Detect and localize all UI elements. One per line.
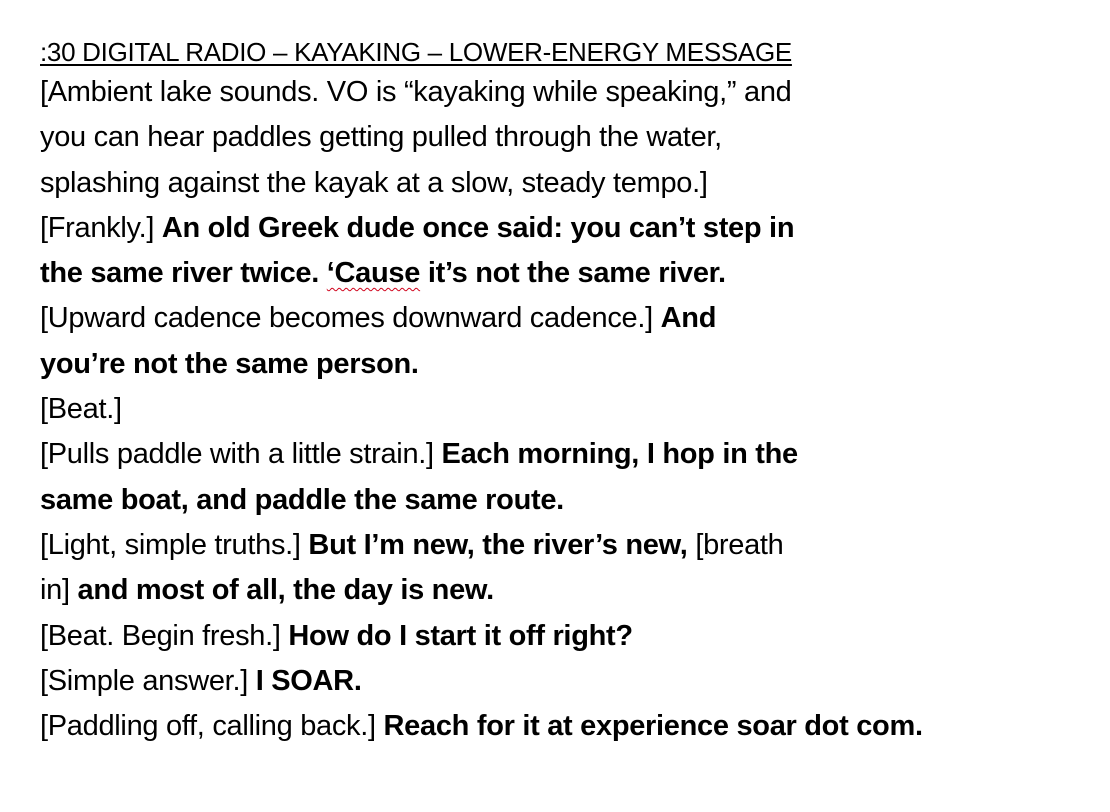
script-line — [40, 478, 1100, 523]
script-line — [40, 342, 1100, 387]
spoken-text: How do I start it off right? — [288, 619, 633, 652]
script-document — [40, 34, 1100, 749]
script-line — [40, 568, 1100, 613]
direction-text: in] — [40, 574, 78, 607]
direction-text: [Paddling off, calling back.] — [40, 710, 384, 743]
script-line — [40, 206, 1100, 251]
spoken-text: An old Greek dude once said: you can’t step in — [161, 211, 795, 244]
script-line — [40, 161, 1100, 206]
script-body — [40, 70, 1100, 749]
direction-text: [Light, simple truths.] — [40, 528, 309, 561]
direction-text: [Frankly.] — [40, 211, 162, 244]
spoken-text: the same river twice. — [40, 257, 327, 290]
direction-text: you can hear paddles getting pulled through the water, — [40, 121, 722, 154]
spoken-text: Reach for it at experience soar dot com. — [383, 710, 923, 743]
spoken-text: same boat, and paddle the same route. — [40, 483, 564, 516]
direction-text: [Pulls paddle with a little strain.] — [40, 438, 442, 471]
direction-text: splashing against the kayak at a slow, steady tempo.] — [40, 166, 708, 199]
direction-text: [breath — [695, 528, 784, 561]
direction-text: [Beat. Begin fresh.] — [40, 619, 289, 652]
script-line — [40, 614, 1100, 659]
script-line — [40, 523, 1100, 568]
script-line — [40, 432, 1100, 477]
spoken-text: it’s not the same river. — [420, 257, 726, 290]
script-line — [40, 70, 1100, 115]
direction-text: [Simple answer.] — [40, 664, 256, 697]
direction-text: [Upward cadence becomes downward cadence.] — [40, 302, 661, 335]
script-line — [40, 296, 1100, 341]
script-line — [40, 387, 1100, 432]
spoken-text: and most of all, the day is new. — [77, 574, 494, 607]
document-title: :30 DIGITAL RADIO – KAYAKING – LOWER-ENERGY MESSAGE — [40, 37, 792, 67]
direction-text: [Ambient lake sounds. VO is “kayaking while speaking,” and — [40, 76, 792, 108]
script-line — [40, 115, 1100, 160]
script-line — [40, 704, 1100, 749]
script-line — [40, 251, 1100, 296]
spoken-text: And — [660, 302, 717, 335]
spoken-text: But I’m new, the river’s new, — [308, 528, 696, 561]
spellcheck-flagged-word: ‘Cause — [326, 257, 421, 290]
direction-text: [Beat.] — [40, 393, 122, 426]
spoken-text: Each morning, I hop in the — [441, 438, 798, 471]
spoken-text: I SOAR. — [255, 664, 362, 697]
script-line — [40, 659, 1100, 704]
spoken-text: you’re not the same person. — [40, 347, 419, 380]
